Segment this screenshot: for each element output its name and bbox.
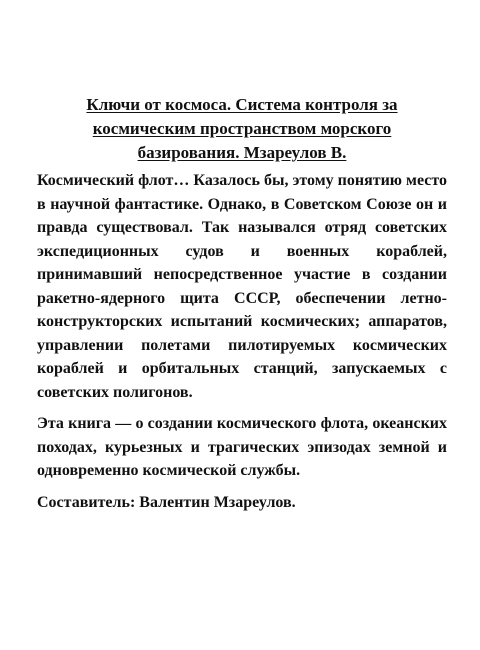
description-paragraph-2: Эта книга — о создании космического флота, океанских походах, курьезных и трагических эпизодах земной и одновременно космической службы.	[37, 415, 447, 479]
book-description	[37, 93, 447, 522]
compiler-credit: Составитель: Валентин Мзареулов.	[37, 493, 296, 511]
book-title: Ключи от космоса. Система контроля за космическим пространством морского базирования. Мзареулов В.	[86, 95, 398, 162]
description-paragraph-1: Космический флот… Казалось бы, этому понятию место в научной фантастике. Однако, в Советском Союзе он и правда существовал. Так назывался отряд советских экспедиционных судов и военных кораблей, принимавший непосредственное участие в создании ракетно-ядерного щита СССР, обеспечении летно-конструкторских испытаний космических; аппаратов, управлении полетами пилотируемых космических кораблей и орбитальных станций, запускаемых с советских полигонов.	[37, 172, 447, 401]
